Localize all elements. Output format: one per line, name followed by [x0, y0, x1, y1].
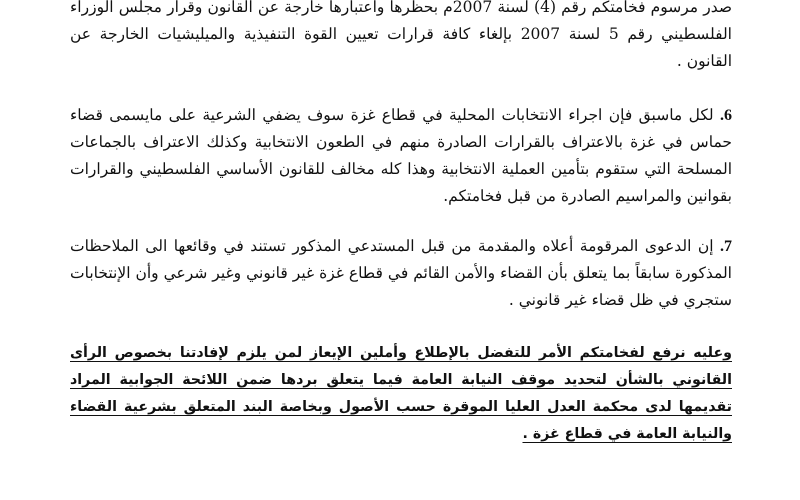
document-page: [70, 0, 732, 448]
item-7-number: 7.: [720, 238, 732, 255]
list-item-6: [70, 102, 732, 210]
paragraph-spacer: [70, 75, 732, 102]
paragraph-spacer: [70, 210, 732, 233]
closing-request: وعليه نرفع لفخامتكم الأمر للتفضل بالإطلاع وأملين الإيعاز لمن يلزم لإفادتنا بخصوص الرأى القانوني بالشأن لتحديد موقف النيابة العامة فيما يتعلق بردها ضمن اللائحة الجوابية المراد تقديمها لدى محكمة العدل العليا الموقرة حسب الأصول وبخاصة البند المتعلق بشرعية القضاء والنيابة العامة في قطاع غزة .: [70, 345, 732, 442]
item-6-number: 6.: [720, 107, 732, 124]
paragraph-spacer: [70, 314, 732, 340]
item-6-text: لكل ماسبق فإن اجراء الانتخابات المحلية في قطاع غزة سوف يضفي الشرعية على مايسمى قضاء حماس في غزة بالاعتراف بالقرارات الصادرة منهم في الطعون الانتخابية وكذلك الاعتراف بالجماعات المسلحة التي ستقوم بتأمين العملية الانتخابية وهذا كله مخالف للقانون الأساسي الفلسطيني والقرارات بقوانين والمراسيم الصادرة من قبل فخامتكم.: [70, 106, 732, 205]
list-item-7: [70, 233, 732, 314]
paragraph-top: صدر مرسوم فخامتكم رقم (4) لسنة 2007م بحظرها واعتبارها خارجة عن القانون وقرار مجلس الوزراء الفلسطيني رقم 5 لسنة 2007 بإلغاء كافة قرارات تعيين القوة التنفيذية والميليشيات الخارجة عن القانون .: [70, 0, 733, 70]
item-7-text: إن الدعوى المرقومة أعلاه والمقدمة من قبل المستدعي المذكور تستند في وقائعها الى الملاحظات المذكورة سابقاً بما يتعلق بأن القضاء والأمن القائم في قطاع غزة غير قانوني وغير شرعي وأن الإنتخابات ستجري في ظل قضاء غير قانوني .: [70, 237, 732, 309]
